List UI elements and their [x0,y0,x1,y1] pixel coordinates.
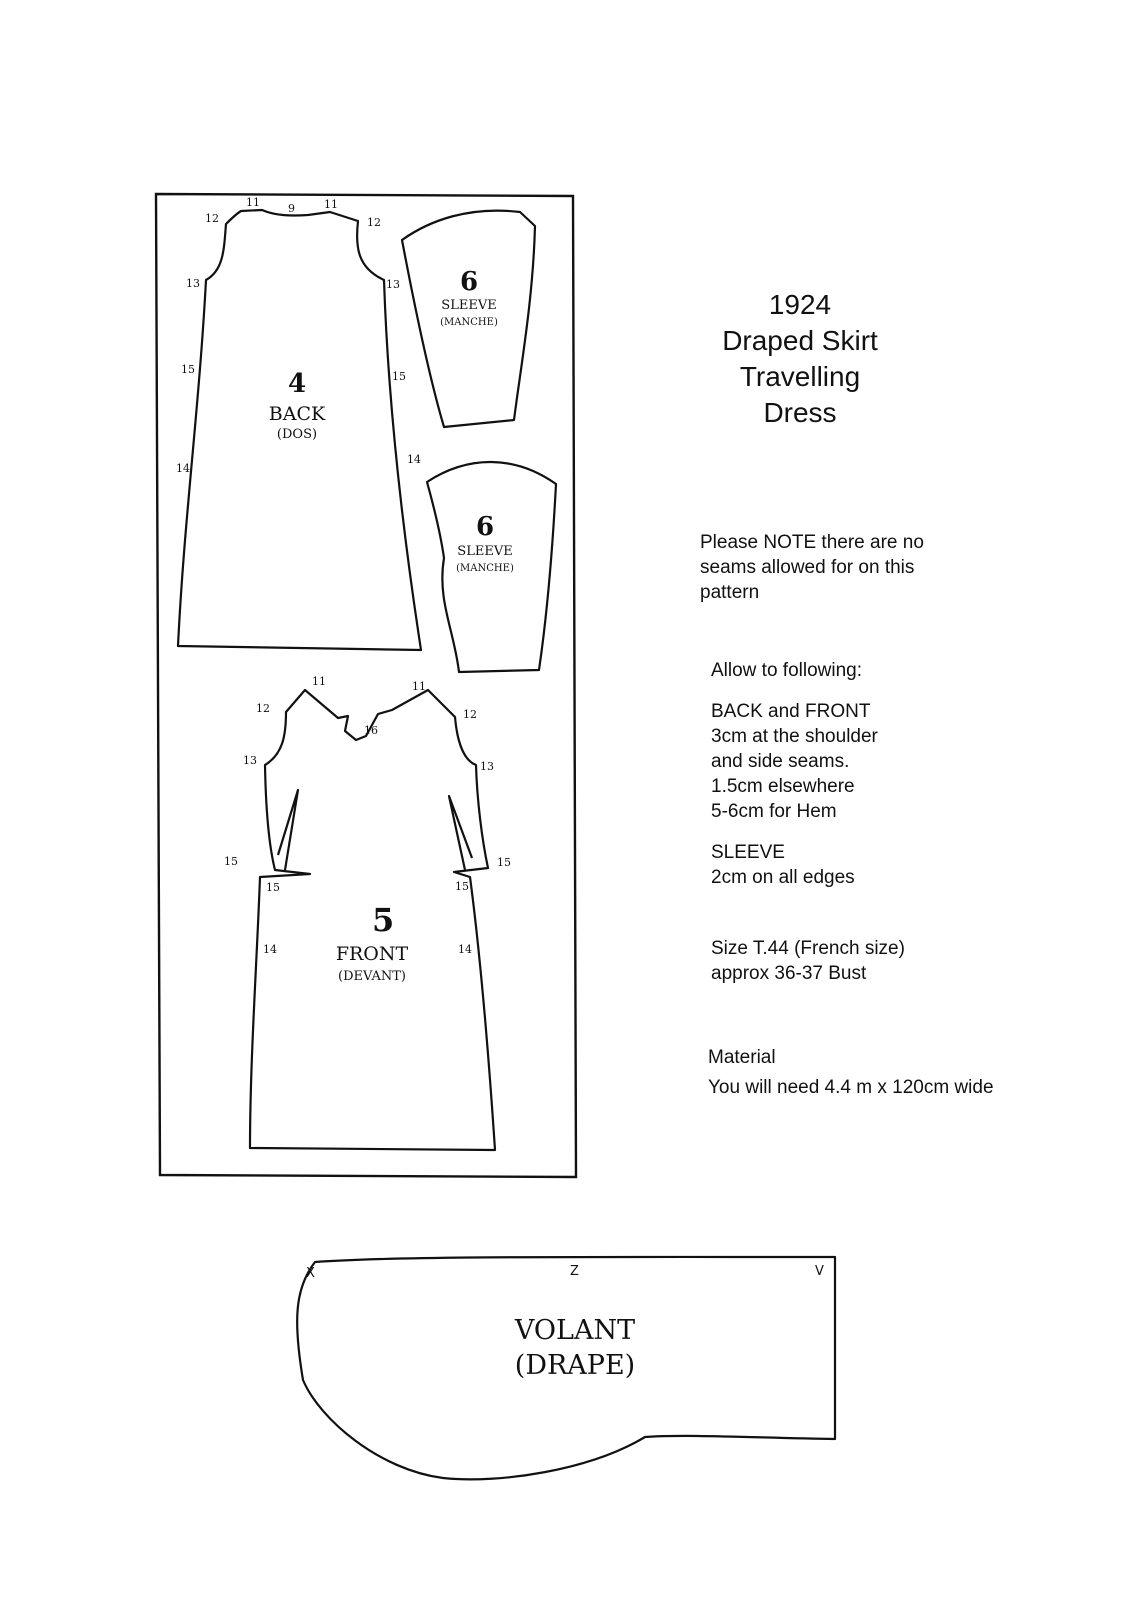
allowance-line: 5-6cm for Hem [711,801,837,822]
notch-front-15-outer-right: 15 [497,856,511,869]
notch-back-12-left: 12 [205,212,219,225]
volant-mark-x: X [306,1266,315,1281]
material-amount: You will need 4.4 m x 120cm wide [708,1077,994,1098]
title-line: Travelling [739,361,861,392]
allowance-line: 2cm on all edges [711,867,855,888]
size-info [711,936,905,986]
material-heading: Material [708,1047,776,1068]
allowance-back-front [711,699,1031,824]
allowance-intro: Allow to following: [711,660,863,681]
allowance-line: 1.5cm elsewhere [711,776,855,797]
notch-back-14-right: 14 [407,453,421,466]
back-piece-french: (DOS) [276,427,318,442]
material-info [708,1043,994,1103]
allowance-line: SLEEVE [711,842,785,863]
notch-front-11-right: 11 [412,680,426,693]
allowance-line: BACK and FRONT [711,701,871,722]
volant-mark-v: V [815,1264,824,1279]
sleeve-b-name: SLEEVE [457,544,513,559]
sleeve-b-french: (MANCHE) [456,563,514,574]
notch-back-11-right: 11 [324,198,338,211]
size-line: approx 36-37 Bust [711,963,867,984]
allowance-sleeve [711,840,1031,890]
front-left-dart [278,790,298,870]
size-line: Size T.44 (French size) [711,938,905,959]
notch-front-13-right: 13 [480,760,494,773]
notch-back-14-left: 14 [176,462,190,475]
notch-front-12-right: 12 [463,708,477,721]
notch-front-14-right: 14 [458,943,472,956]
notch-front-15-inner-left: 15 [266,881,280,894]
notch-front-11-left: 11 [312,675,326,688]
front-right-dart [449,796,472,870]
notch-front-13-left: 13 [243,754,257,767]
volant-mark-z: Z [570,1264,579,1279]
front-piece-number: 5 [372,901,395,939]
notch-front-12-left: 12 [256,702,270,715]
notch-back-13-right: 13 [386,278,400,291]
front-piece-name: FRONT [335,943,409,965]
notch-back-12-right: 12 [367,216,381,229]
note-line: Please NOTE there are no [700,532,924,553]
notch-back-11-left: 11 [246,196,260,209]
notch-back-9: 9 [288,202,295,215]
notch-back-13-left: 13 [186,277,200,290]
pattern-frame [156,194,576,1177]
note-line: seams allowed for on this [700,557,915,578]
pattern-title [700,287,900,431]
front-piece-french: (DEVANT) [338,969,406,984]
sleeve-a-number: 6 [459,267,479,297]
notch-back-15-right: 15 [392,370,406,383]
title-line: 1924 [768,289,832,320]
back-piece-number: 4 [287,369,307,399]
title-line: Dress [763,397,837,428]
volant-name: VOLANT [514,1315,636,1346]
title-line: Draped Skirt [722,325,878,356]
allowance-line: 3cm at the shoulder [711,726,878,747]
seam-allowance-instructions [711,658,1031,890]
sleeve-a-french: (MANCHE) [440,317,498,328]
sleeve-b-number: 6 [475,512,495,542]
allowance-line: and side seams. [711,751,850,772]
sleeve-a-name: SLEEVE [441,298,497,313]
note-line: pattern [700,582,760,603]
notch-front-15-inner-right: 15 [455,880,469,893]
notch-front-15-outer-left: 15 [224,855,238,868]
notch-front-16: 16 [364,724,378,737]
notch-back-15-left: 15 [181,363,195,376]
back-piece-name: BACK [268,403,326,425]
seam-note [700,530,960,605]
volant-french: (DRAPE) [514,1350,636,1381]
notch-front-14-left: 14 [263,943,277,956]
